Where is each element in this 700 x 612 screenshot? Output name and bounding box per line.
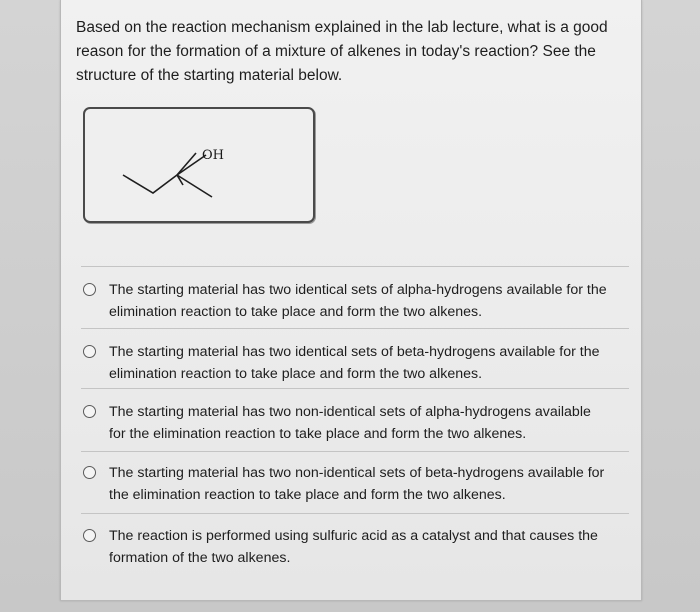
question-card xyxy=(60,0,642,601)
structure-image xyxy=(83,107,315,223)
radio-button[interactable] xyxy=(83,345,96,358)
divider xyxy=(81,266,629,267)
answer-option-text: The starting material has two identical sets of beta-hydrogens available for the elimination reaction to take place and form the two alkenes. xyxy=(109,344,600,382)
divider xyxy=(81,388,629,389)
answer-option-1[interactable] xyxy=(83,279,623,329)
answer-option-text: The starting material has two non-identical sets of beta-hydrogens available for the elimination reaction to take place and form the two alkenes. xyxy=(109,465,605,503)
question-text: Based on the reaction mechanism explained in the lab lecture, what is a good reason for the formation of a mixture of alkenes in today's reaction? See the structure of the starting material below. xyxy=(76,19,608,84)
answer-option-text: The reaction is performed using sulfuric acid as a catalyst and that causes the formation of the two alkenes. xyxy=(109,528,598,566)
answer-option-3[interactable] xyxy=(83,401,623,451)
oh-label: OH xyxy=(202,148,224,163)
divider xyxy=(81,451,629,452)
radio-button[interactable] xyxy=(83,283,96,296)
answer-option-2[interactable] xyxy=(83,341,623,391)
answer-option-text: The starting material has two non-identical sets of alpha-hydrogens available for the elimination reaction to take place and form the two alkenes. xyxy=(109,404,591,442)
radio-button[interactable] xyxy=(83,529,96,542)
radio-button[interactable] xyxy=(83,405,96,418)
answer-option-4[interactable] xyxy=(83,462,623,512)
divider xyxy=(81,513,629,514)
answer-option-text: The starting material has two identical sets of alpha-hydrogens available for the elimination reaction to take place and form the two alkenes. xyxy=(109,282,607,320)
divider xyxy=(81,328,629,329)
answer-option-5[interactable] xyxy=(83,525,623,575)
molecule-structure-icon xyxy=(85,109,313,221)
radio-button[interactable] xyxy=(83,466,96,479)
